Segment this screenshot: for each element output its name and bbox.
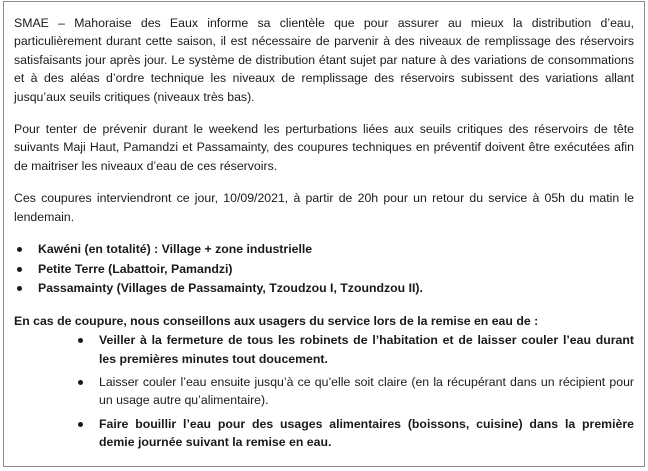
advice-heading: En cas de coupure, nous conseillons aux usagers du service lors de la remise en eau de : (14, 313, 539, 328)
affected-areas-list (14, 240, 634, 299)
intro-paragraph: SMAE – Mahoraise des Eaux informe sa clientèle que pour assurer au mieux la distribution d’eau, particulièrement durant cette saison, il est nécessaire de parvenir à des niveaux de remplissage des réservoirs satisfaisants jour après jour. Le système de distribution étant sujet par nature à des variations de consommations et à des aléas d’ordre technique les niveaux de remplissage des réservoirs subissent des variations allant jusqu’aux seuils critiques (niveaux très bas). (14, 16, 634, 104)
prevention-paragraph: Pour tenter de prévenir durant le weekend les perturbations liées aux seuils critiques des réservoirs de tête suivants Maji Haut, Pamandzi et Passamainty, des coupures techniques en préventif doivent être exécutées afin de maitriser les niveaux d’eau de ces réservoirs. (14, 122, 634, 173)
list-item: Kawéni (en totalité) : Village + zone industrielle (14, 240, 634, 260)
schedule-paragraph: Ces coupures interviendront ce jour, 10/09/2021, à partir de 20h pour un retour du service à 05h du matin le lendemain. (14, 191, 634, 224)
list-item: Petite Terre (Labattoir, Pamandzi) (14, 260, 634, 280)
advice-list (14, 331, 634, 451)
list-item: Veiller à la fermeture de tous les robinets de l’habitation et de laisser couler l’eau durant les premières minutes tout doucement. (14, 331, 634, 368)
notice-document (3, 1, 645, 467)
list-item: Laisser couler l’eau ensuite jusqu’à ce qu’elle soit claire (en la récupérant dans un récipient pour un usage autre qu’alimentaire). (14, 373, 634, 410)
list-item: Passamainty (Villages de Passamainty, Tzoudzou I, Tzoundzou II). (14, 279, 634, 299)
list-item: Faire bouillir l’eau pour des usages alimentaires (boissons, cuisine) dans la première demie journée suivant la remise en eau. (14, 415, 634, 452)
